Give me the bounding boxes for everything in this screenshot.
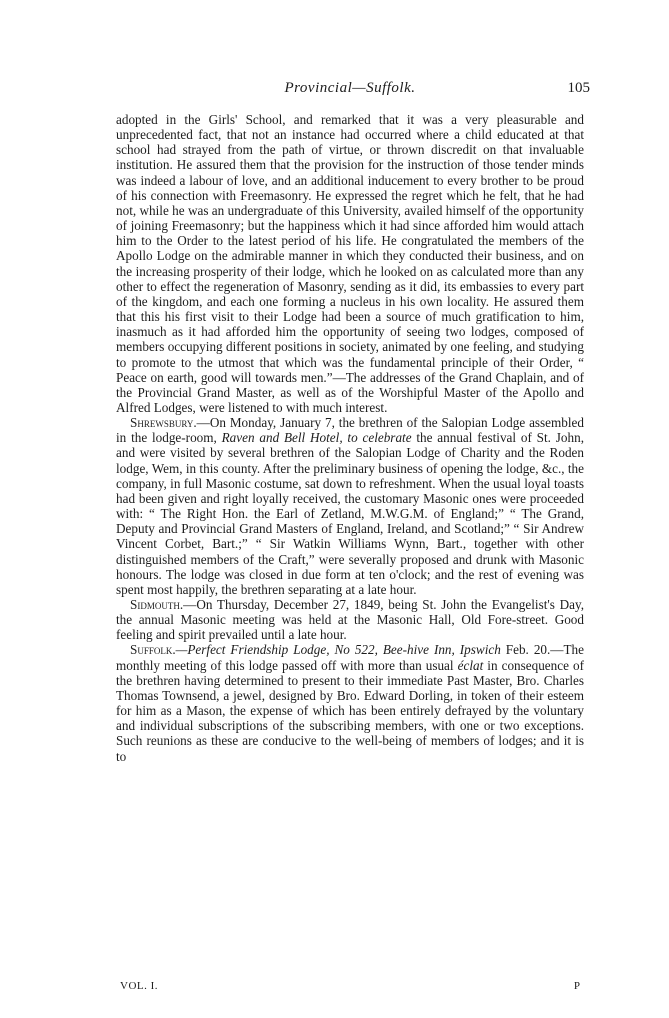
- paragraph-lead-shrewsbury: Shrewsbury.: [130, 415, 197, 431]
- running-title: Provincial—Suffolk.: [284, 80, 416, 96]
- paragraph-sidmouth: [116, 597, 584, 642]
- paragraph-suffolk: [116, 642, 584, 763]
- paragraph-text: the annual festival of St. John, and were visited by several brethren of the Salopian Lodge of Charity and the Roden lodge, Wem, in this county. After the preliminary business of opening the lodge, &c., the company, in full Masonic costume, sat down to refreshment. When the usual loyal toasts had been given and right loyally received, the customary Masonic ones were proceeded with: “ The Right Hon. the Earl of Zetland, M.W.G.M. of England;” “ The Grand, Deputy and Provincial Grand Masters of England, Ireland, and Scotland;” “ Sir Andrew Vincent Corbet, Bart.;” “ Sir Watkin Williams Wynn, Bart., together with other distinguished members of the Craft,” were severally proposed and drunk with Masonic honours. The lodge was closed in due form at ten o'clock; and the rest of evening was spent most happily, the brethren separating at a late hour.: [116, 430, 584, 597]
- page-number: 105: [567, 80, 590, 96]
- paragraph-lead-sidmouth: Sidmouth.: [130, 597, 184, 612]
- paragraph-italic: —Perfect Friendship Lodge, No 522, Bee-hive Inn, Ipswich: [175, 642, 501, 658]
- paragraph-text: Feb. 20.—The monthly meeting of this lodge passed off with more than usual: [116, 642, 584, 673]
- volume-label: VOL. I.: [120, 980, 159, 992]
- paragraph-italic: Raven and Bell Hotel, to celebrate: [221, 430, 412, 446]
- paragraph-girls-school: adopted in the Girls' School, and remarked that it was a very pleasurable and unprecedented fact, that not an instance had occurred where a child educated at that school had strayed from the path of virtue, or thrown discredit on that invaluable institution. He assured them that the provision for the instruction of those tender minds was indeed a labour of love, and an additional inducement to every brother to be proud of his connection with Freemasonry. He expressed the regret which he felt, that he had not, while he was an undergraduate of this University, availed himself of the opportunity of joining Freemasonry; but the happiness which it had since afforded him would attach him to the Order to the latest period of his life. He congratulated the members of the Apollo Lodge on the admirable manner in which they conducted their business, and on the increasing prosperity of their lodge, which he looked on as calculated more than any other to effect the regeneration of Masonry, sending as it did, its embassies to every part of the kingdom, and each one forming a nucleus in his own locality. He assured them that this his first visit to their Lodge had been a source of much gratification to him, inasmuch as it had afforded him the opportunity of seeing two lodges, composed of members occupying different positions in society, animated by one feeling, and studying to promote to the utmost that which was the fundamental principle of their Order, “ Peace on earth, good will towards men.”—The addresses of the Grand Chaplain, and of the Provincial Grand Master, as well as of the Worshipful Master of the Apollo and Alfred Lodges, were listened to with much interest.: [116, 112, 584, 415]
- paragraph-text: in consequence of the brethren having determined to present to their immediate Past Master, Bro. Charles Thomas Townsend, a jewel, designed by Bro. Edward Dorling, in token of their esteem for him as a Mason, the expense of which has been entirely defrayed by the voluntary and individual subscriptions of the subscribing members, with one or two exceptions. Such reunions as these are conducive to the well-being of members of lodges; and it is to: [116, 657, 584, 764]
- paragraph-lead-suffolk: Suffolk.: [130, 642, 176, 658]
- signature-mark: P: [573, 980, 580, 992]
- paragraph-italic: éclat: [457, 657, 484, 673]
- body-text: [116, 112, 584, 764]
- paragraph-shrewsbury: [116, 415, 584, 597]
- page-header: [120, 80, 590, 102]
- paragraph-text: —On Thursday, December 27, 1849, being St. John the Evangelist's Day, the annual Masonic meeting was held at the Masonic Hall, Old Fore-street. Good feeling and spirit prevailed until a late hour.: [116, 597, 584, 643]
- page-footer: [120, 980, 580, 1014]
- paragraph-text: —On Monday, January 7, the brethren of the Salopian Lodge assembled in the lodge-room,: [116, 415, 584, 446]
